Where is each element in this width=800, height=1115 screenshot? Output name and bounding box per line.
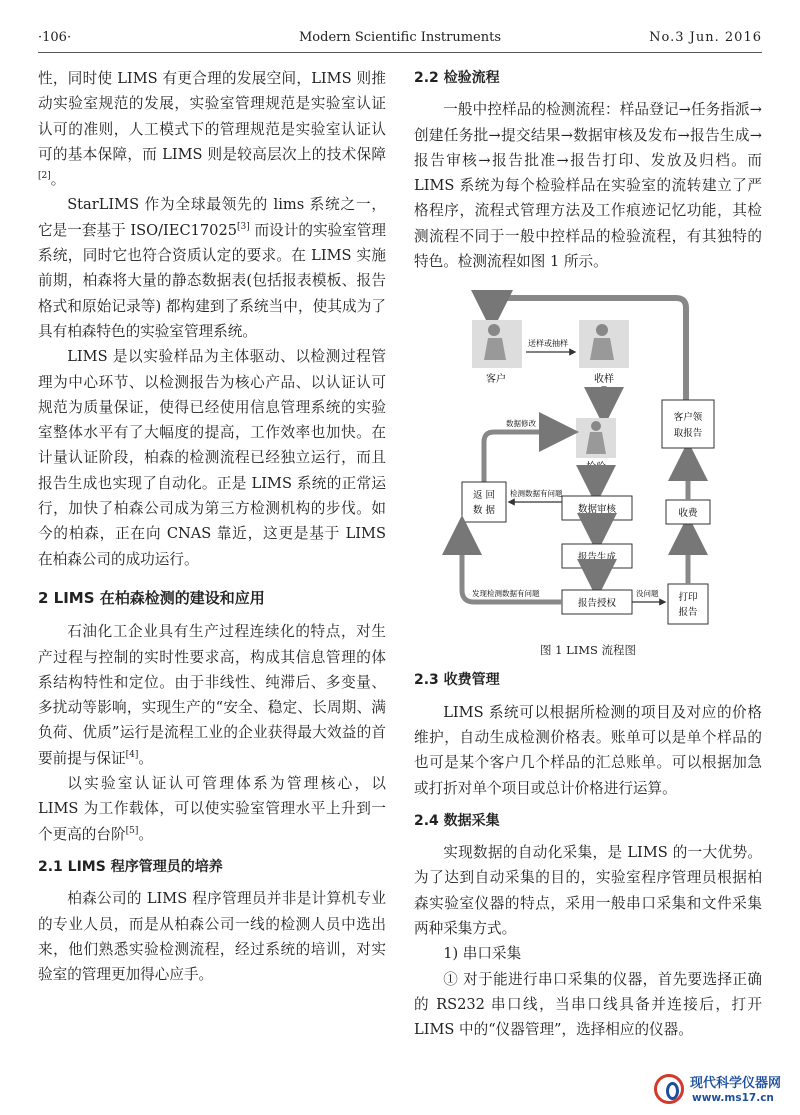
sample-send-label: 送样或抽样 [528,339,568,349]
subsection-heading: 2.3 收费管理 [414,672,500,689]
paragraph: LIMS 系统可以根据所检测的项目及对应的价格维护，自动生成检测价格表。账单可以是单个样品的也可是某个客户几个样品的汇总账单。可以根据加急或打折对单个项目或总计价格进行运算。 [414,703,762,797]
print-report-box [668,584,708,624]
get-report-label: 客户领取报告 [673,412,703,440]
paragraph: ① 对于能进行串口采集的仪器，首先要选择正确的 RS232 串口线，当串口线具备并连接后，打开 LIMS 中的“仪器管理”，选择相应的仪器。 [414,970,762,1039]
paragraph: 一般中控样品的检测流程：样品登记→任务指派→创建任务批→提交结果→数据审核及发布→报告生成→报告审核→报告批准→报告打印、发放及归档。而 LIMS 系统为每个检验样品在实验室的流转建立了严格程序，流程式管理方法及工作痕迹记忆功能，其检测流程不同于一般中控样品的检验流程，有其独特的特色。检测流程如图 1 所示。 [414,101,762,271]
receive-label: 收样 [594,374,614,386]
lims-flowchart [414,290,762,640]
receive-figure [579,320,629,368]
journal-name: Modern Scientific Instruments [298,30,502,45]
left-column [38,66,386,987]
customer-figure [472,320,522,368]
data-review-label: 数据审核 [577,504,617,516]
subsection-heading: 2.2 检验流程 [414,70,500,86]
subsection-heading: 2.4 数据采集 [414,812,500,829]
page-number: ·106· [38,30,72,45]
flow-arrow [484,432,564,482]
print-report-label: 打印报告 [678,592,698,619]
paragraph: 实现数据的自动化采集，是 LIMS 的一大优势。为了达到自动采集的目的，实验室程序管理员根据柏森实验室仪器的特点，采用一般串口采集和文件采集两种采集方式。 [414,844,762,938]
data-problem-label: 检测数据有问题 [510,489,563,499]
running-header [38,28,762,53]
issue-info: No.3 Jun. 2016 [649,30,762,45]
paragraph: 以实验室认证认可管理体系为管理核心，以 LIMS 为工作载体，可以使实验室管理水平上升到一个更高的台阶[5]。 [38,775,386,843]
paragraph: StarLIMS 作为全球最领先的 lims 系统之一，它是一套基于 ISO/IEC17025[3] 而设计的实验室管理系统，同时它也符合资质认定的要求。在 LIMS 实施前期，柏森将大量的静态数据表(包括报表模板、报告格式和原始记录等) 都构建到了系统当中，使其成为了具有柏森特色的实验室管理系统。 [38,196,387,340]
figure-caption: 图 1 LIMS 流程图 [539,643,637,658]
paragraph: 性，同时使 LIMS 有更合理的发展空间，LIMS 则推动实验室规范的发展，实验室管理规范是实验室认证认可的准则，人工模式下的管理规范是实验室认证认可的基本保障，而 LIMS 则是较高层次上的技术保障[2]。 [38,70,386,189]
watermark-name: 现代科学仪器网 [690,1076,782,1091]
watermark-logo-icon [654,1074,684,1104]
section-heading: 2 LIMS 在柏森检测的建设和应用 [38,588,265,607]
get-report-box [662,400,714,448]
paragraph: 柏森公司的 LIMS 程序管理员并非是计算机专业的专业人员，而是从柏森公司一线的检测人员中选出来，他们熟悉实验检测流程，经过系统的培训，对实验室的管理更加得心应手。 [38,890,386,984]
subsection-heading: 2.1 LIMS 程序管理员的培养 [38,858,223,875]
right-column [414,66,762,1043]
customer-label: 客户 [486,374,506,386]
test-label: 检验 [586,462,606,474]
paragraph: 1) 串口采集 [443,945,522,963]
found-problem-label: 发现检测数据有问题 [472,589,540,599]
return-data-box [462,482,506,522]
report-auth-label: 报告授权 [577,598,617,610]
paragraph: LIMS 是以实验样品为主体驱动、以检测过程管理为中心环节、以检测报告为核心产品、以认证认可规范为质量保证，使得已经使用信息管理系统的实验室整体水平有了大幅度的提高，工作效率也加快。在计量认证阶段，柏森的检测流程已经独立运行，而且报告生成也实现了自动化。正是 LIMS 系统的正常运行，加快了柏森公司成为第三方检测机构的步伐。如今的柏森，正在向 CNAS 靠近，这更是基于 LIMS 在柏森公司的成功运行。 [38,348,386,568]
paragraph: 石油化工企业具有生产过程连续化的特点，对生产过程与控制的实时性要求高，构成其信息管理的体系结构特性和定位。由于非线性、纯滞后、多变量、多扰动等影响，实现生产的“安全、稳定、长周期、满负荷、优质”运行是流程工业的企业获得最大效益的首要前提与保证[4]。 [38,623,386,767]
report-gen-label: 报告生成 [577,552,617,564]
return-data-label: 返 回数 据 [472,490,496,517]
test-figure [576,418,616,458]
no-problem-label: 没问题 [636,589,659,599]
charge-label: 收费 [678,508,698,520]
watermark-url: www.ms17.cn [692,1092,774,1104]
watermark [652,1068,798,1114]
data-modify-label: 数据修改 [506,419,536,429]
